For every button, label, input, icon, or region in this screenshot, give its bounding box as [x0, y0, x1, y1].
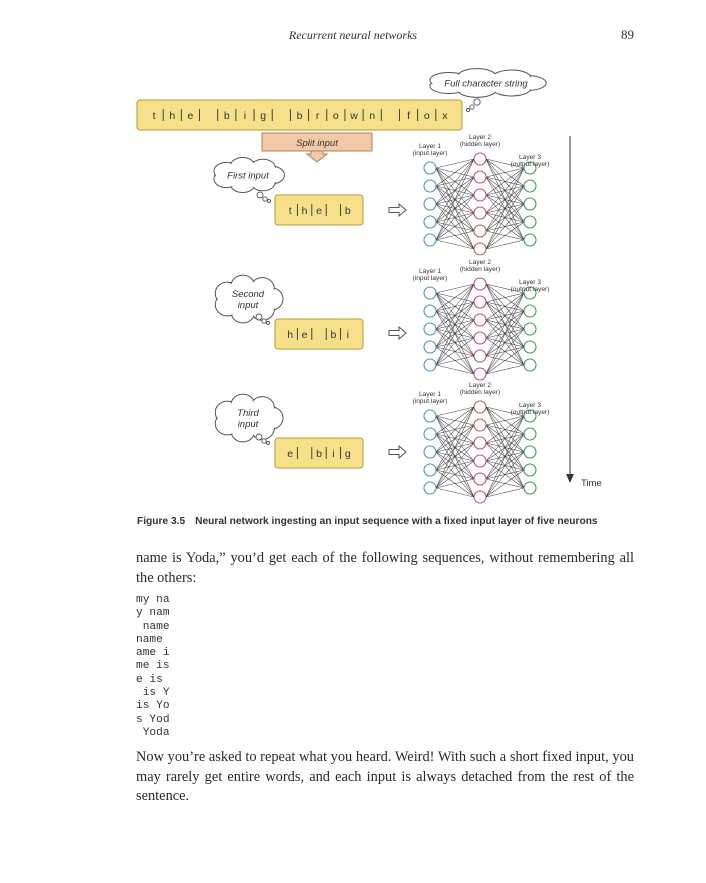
char-cell: h [169, 110, 176, 122]
synapse [436, 425, 474, 488]
synapse [436, 479, 474, 488]
synapse [486, 365, 524, 374]
neuron [424, 359, 436, 371]
thought-bubble [256, 434, 262, 440]
char-cell: b [330, 329, 337, 341]
synapse [486, 204, 524, 249]
code-line: is Yo [136, 700, 170, 713]
thought-label: Full character string [444, 78, 528, 90]
synapse [436, 159, 474, 186]
sequence-code-block [136, 594, 170, 740]
neuron [424, 198, 436, 210]
neuron [424, 305, 436, 317]
synapse [436, 407, 474, 434]
synapse [486, 168, 524, 231]
neuron [474, 171, 486, 183]
neuron [474, 278, 486, 290]
layer-label: (hidden layer) [459, 389, 501, 396]
thought-bubble [262, 319, 266, 323]
char-cell: r [315, 110, 320, 122]
char-cell: g [344, 448, 351, 460]
time-label: Time [581, 478, 602, 489]
synapse [486, 293, 524, 356]
neuron [524, 482, 536, 494]
layer-label: Layer 1 [419, 143, 441, 150]
layer-label: (hidden layer) [459, 266, 501, 273]
neuron [474, 368, 486, 380]
feed-arrow [389, 446, 406, 458]
synapse [486, 293, 524, 338]
synapse [486, 222, 524, 249]
synapse [436, 159, 474, 204]
neuron [474, 189, 486, 201]
thought-bubble [257, 192, 263, 198]
input-thought [215, 394, 283, 442]
figure-caption-text: Neural network ingesting an input sequence with a fixed input layer of five neurons [195, 516, 598, 527]
char-cell: x [442, 110, 448, 122]
synapse [486, 329, 524, 374]
char-cell: f [407, 110, 411, 122]
synapse [436, 195, 474, 240]
thought-bubble [474, 99, 480, 105]
paragraph-conclusion: Now you’re asked to repeat what you heard. Weird! With such a short fixed input, you may rarely get entire words, and each input is always detached from the rest of the sentence. [136, 749, 634, 804]
synapse [436, 407, 474, 416]
split-input-label: Split input [296, 138, 338, 149]
neuron [524, 180, 536, 192]
time-arrowhead [566, 474, 574, 483]
code-line: y nam [136, 607, 170, 620]
input-thought [215, 275, 283, 323]
neuron [474, 350, 486, 362]
neuron [474, 153, 486, 165]
neuron [424, 428, 436, 440]
neuron [524, 428, 536, 440]
neuron [524, 446, 536, 458]
neuron [474, 455, 486, 467]
thought-bubble [267, 322, 270, 325]
figure-caption [137, 516, 637, 527]
code-line: ame i [136, 647, 170, 660]
layer-label: (input layer) [412, 150, 448, 157]
code-line: Yoda [136, 726, 170, 739]
synapse [436, 284, 474, 347]
neural-network [413, 259, 550, 380]
layer-label: Layer 3 [519, 402, 541, 409]
code-line: s Yod [136, 713, 170, 726]
thought-bubble [262, 439, 266, 443]
running-title: Recurrent neural networks [288, 28, 418, 42]
char-cell: i [332, 448, 335, 460]
synapse [486, 293, 524, 374]
neuron [474, 419, 486, 431]
synapse [436, 177, 474, 240]
neuron [524, 464, 536, 476]
input-thought [214, 157, 284, 192]
neuron [424, 180, 436, 192]
neuron [474, 243, 486, 255]
char-cell: n [369, 110, 376, 122]
figure-number: Figure 3.5 [137, 516, 186, 527]
neuron [424, 464, 436, 476]
page-number: 89 [621, 27, 634, 42]
synapse [436, 159, 474, 168]
thought-bubble [467, 109, 470, 112]
thought-bubble [256, 314, 262, 320]
char-cell: b [344, 205, 351, 217]
char-cell: h [301, 205, 308, 217]
paragraph-intro: name is Yoda,” you’d get each of the following sequences, without remembering all the others: [136, 550, 634, 586]
feed-arrow [389, 327, 406, 339]
synapse [486, 186, 524, 249]
char-cell: e [187, 110, 194, 122]
synapse [436, 284, 474, 311]
synapse [486, 416, 524, 461]
char-cell: e [301, 329, 308, 341]
char-cell: o [332, 110, 339, 122]
char-cell: b [296, 110, 303, 122]
layer-label: (output layer) [510, 286, 550, 293]
neuron [424, 162, 436, 174]
synapse [486, 240, 524, 249]
synapse [436, 302, 474, 365]
thought-label: input [237, 419, 259, 430]
neuron [424, 482, 436, 494]
layer-label: (output layer) [510, 409, 550, 416]
neuron [474, 401, 486, 413]
synapse [436, 240, 474, 249]
char-cell: w [350, 110, 358, 122]
thought-bubble [268, 200, 271, 203]
synapse [436, 320, 474, 365]
layer-label: Layer 1 [419, 391, 441, 398]
neuron [474, 207, 486, 219]
synapse [486, 416, 524, 425]
synapse [436, 443, 474, 488]
synapse [436, 231, 474, 240]
neuron [474, 225, 486, 237]
neuron [474, 491, 486, 503]
char-cell: i [346, 329, 349, 341]
code-line: is Y [136, 687, 170, 700]
synapse [486, 168, 524, 213]
thought-label: Third [237, 408, 259, 419]
code-line: me is [136, 660, 170, 673]
synapse [486, 311, 524, 374]
synapse [436, 407, 474, 452]
synapse [436, 159, 474, 240]
thought-label: Second [231, 289, 265, 300]
code-line: name [136, 633, 170, 646]
neuron [424, 446, 436, 458]
code-line: e is [136, 673, 170, 686]
full-string-thought [430, 69, 546, 98]
neuron [424, 216, 436, 228]
synapse [436, 284, 474, 293]
char-cell: i [243, 110, 247, 122]
layer-label: (output layer) [510, 161, 550, 168]
synapse [436, 488, 474, 497]
char-cell: e [287, 448, 294, 460]
synapse [486, 434, 524, 497]
neuron [424, 410, 436, 422]
synapse [436, 407, 474, 470]
synapse [486, 452, 524, 497]
layer-label: (input layer) [412, 275, 448, 282]
thought-bubble [470, 105, 474, 109]
neuron [524, 305, 536, 317]
thought-bubble [263, 197, 267, 201]
neuron [474, 437, 486, 449]
neuron [474, 332, 486, 344]
synapse [486, 488, 524, 497]
layer-label: Layer 2 [469, 134, 491, 141]
layer-label: Layer 2 [469, 382, 491, 389]
neuron [474, 473, 486, 485]
neuron [524, 216, 536, 228]
layer-label: (input layer) [412, 398, 448, 405]
synapse [436, 407, 474, 488]
synapse [486, 416, 524, 479]
feed-arrow [389, 204, 406, 216]
thought-label: input [237, 300, 259, 311]
char-cell: o [423, 110, 430, 122]
char-cell: b [316, 448, 322, 460]
code-line: name [136, 620, 170, 633]
synapse [436, 284, 474, 329]
neuron [424, 287, 436, 299]
thought-bubble [267, 442, 270, 445]
synapse [486, 168, 524, 249]
synapse [436, 159, 474, 222]
synapse [486, 470, 524, 497]
neural-network [413, 382, 550, 503]
neuron [474, 296, 486, 308]
neuron [524, 341, 536, 353]
layer-label: Layer 1 [419, 268, 441, 275]
neuron [524, 359, 536, 371]
split-arrow [307, 151, 327, 162]
layer-label: Layer 2 [469, 259, 491, 266]
synapse [486, 168, 524, 177]
layer-label: Layer 3 [519, 279, 541, 286]
synapse [486, 416, 524, 497]
char-cell: e [316, 205, 322, 217]
char-cell: t [152, 110, 156, 122]
neuron [524, 323, 536, 335]
synapse [436, 365, 474, 374]
char-cell: g [260, 110, 267, 122]
layer-label: Layer 3 [519, 154, 541, 161]
neuron [424, 341, 436, 353]
neuron [424, 234, 436, 246]
neuron [524, 234, 536, 246]
synapse [436, 356, 474, 365]
code-line: my na [136, 594, 170, 606]
neuron [524, 198, 536, 210]
synapse [486, 293, 524, 302]
neuron [424, 323, 436, 335]
char-cell: t [288, 205, 292, 217]
char-cell: h [287, 329, 294, 341]
synapse [486, 347, 524, 374]
char-cell: b [223, 110, 230, 122]
neuron [474, 314, 486, 326]
thought-label: First input [227, 170, 269, 182]
layer-label: (hidden layer) [459, 141, 501, 148]
neural-network [413, 134, 550, 255]
synapse [436, 284, 474, 365]
